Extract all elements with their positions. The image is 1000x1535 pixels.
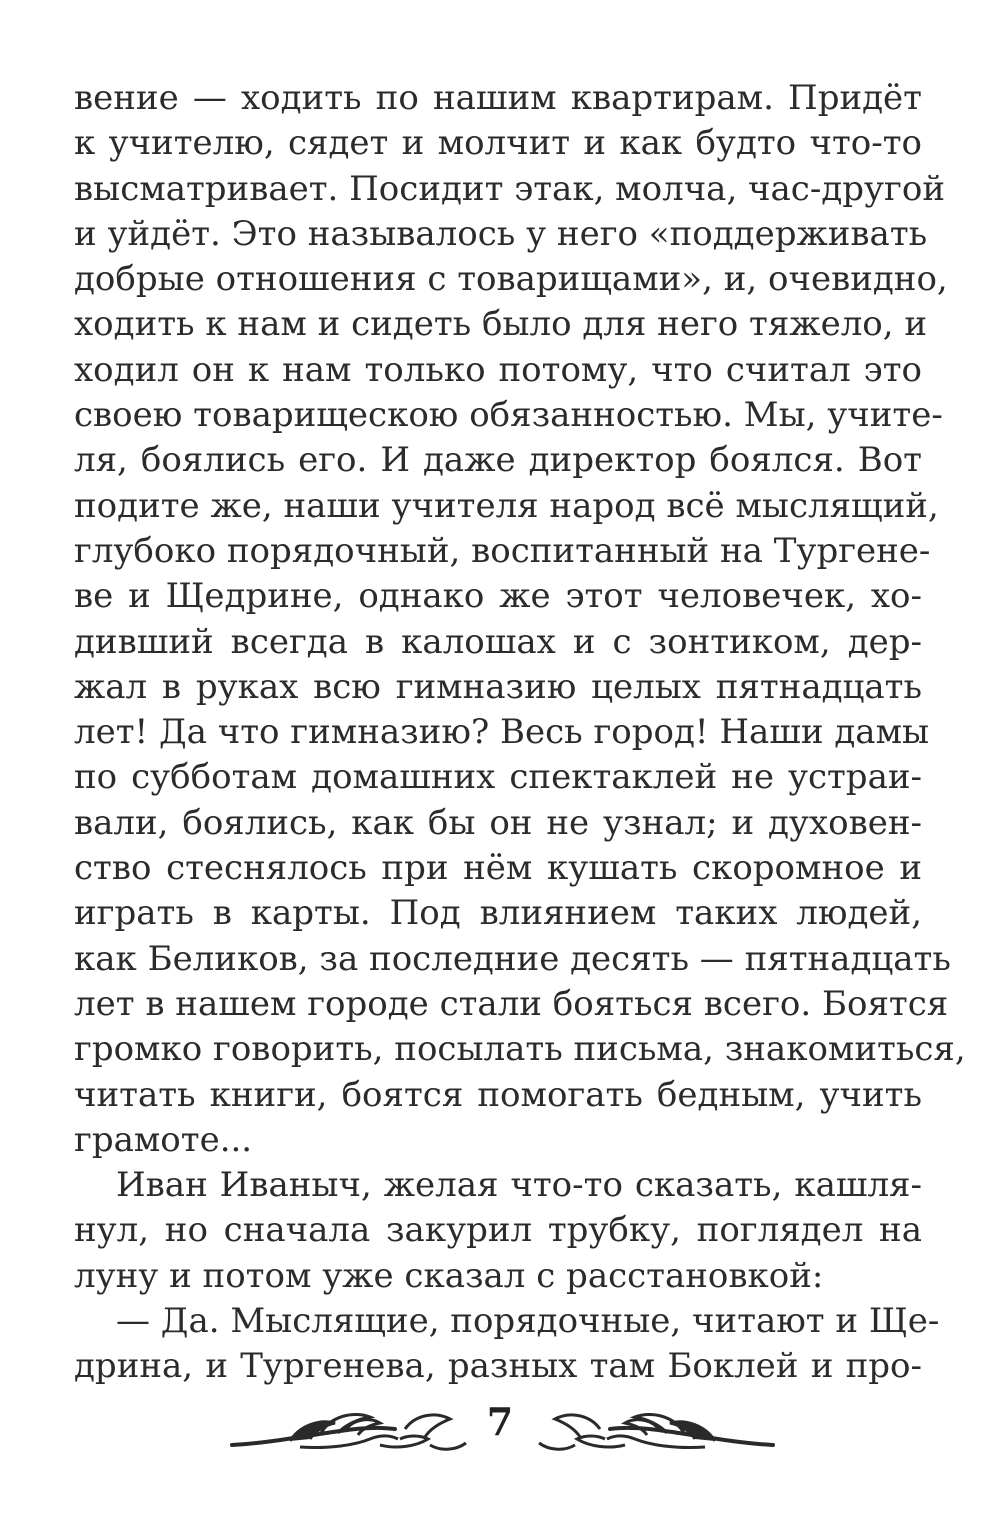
text-line: ля, боялись его. И даже директор боялся. Вот bbox=[74, 440, 922, 481]
page-footer bbox=[0, 1395, 1000, 1475]
decorative-flourish-icon bbox=[535, 1405, 775, 1461]
text-line: по субботам домашних спектаклей не устраи- bbox=[74, 757, 922, 798]
text-line: играть в карты. Под влиянием таких людей, bbox=[74, 893, 922, 934]
text-line: жал в руках всю гимназию целых пятнадцать bbox=[74, 666, 922, 707]
text-line: как Беликов, за последние десять — пятнадцать bbox=[74, 938, 951, 979]
text-line: и уйдёт. Это называлось у него «поддерживать bbox=[74, 213, 928, 254]
text-line: ве и Щедрине, однако же этот человечек, хо- bbox=[74, 576, 922, 617]
text-line: лет в нашем городе стали бояться всего. Боятся bbox=[74, 983, 949, 1024]
text-line: лет! Да что гимназию? Весь город! Наши дамы bbox=[74, 712, 930, 753]
text-line: добрые отношения с товарищами», и, очевидно, bbox=[74, 259, 948, 300]
text-line: подите же, наши учителя народ всё мыслящий, bbox=[74, 485, 939, 526]
text-line: высматривает. Посидит этак, молча, час-другой bbox=[74, 168, 945, 209]
page-number: 7 bbox=[486, 1399, 514, 1444]
paragraph-start-line: — Да. Мыслящие, порядочные, читают и Ще- bbox=[116, 1301, 940, 1342]
text-line: дрина, и Тургенева, разных там Боклей и про- bbox=[74, 1346, 922, 1387]
text-line: вение — ходить по нашим квартирам. Придёт bbox=[74, 78, 922, 118]
paragraph-start-line: Иван Иваныч, желая что-то сказать, кашля- bbox=[116, 1165, 922, 1206]
text-line: нул, но сначала закурил трубку, поглядел на bbox=[74, 1210, 922, 1251]
text-line: громко говорить, посылать письма, знакомиться, bbox=[74, 1029, 966, 1070]
text-line: к учителю, сядет и молчит и как будто что-то bbox=[74, 123, 922, 164]
text-line: дивший всегда в калошах и с зонтиком, дер- bbox=[74, 621, 922, 662]
text-line: ходил он к нам только потому, что считал это bbox=[74, 349, 922, 390]
text-line: глубоко порядочный, воспитанный на Тургене- bbox=[74, 530, 931, 571]
text-line: ходить к нам и сидеть было для него тяжело, и bbox=[74, 304, 928, 345]
text-line: своею товарищескою обязанностью. Мы, учите- bbox=[74, 395, 943, 436]
decorative-flourish-icon bbox=[230, 1405, 470, 1461]
text-line: вали, боялись, как бы он не узнал; и духовен- bbox=[74, 802, 922, 843]
page-text bbox=[74, 76, 966, 1390]
text-line: луну и потом уже сказал с расстановкой: bbox=[74, 1255, 824, 1296]
text-line: ство стеснялось при нём кушать скоромное и bbox=[74, 848, 922, 889]
text-line: читать книги, боятся помогать бедным, учить bbox=[74, 1074, 922, 1115]
text-line: грамоте... bbox=[74, 1119, 253, 1160]
